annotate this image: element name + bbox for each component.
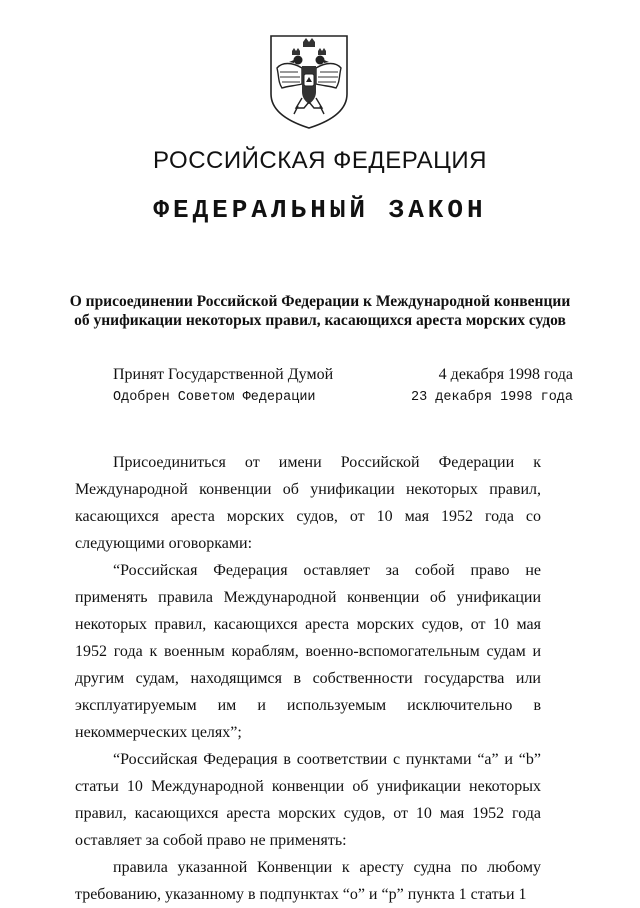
country-heading: РОССИЙСКАЯ ФЕДЕРАЦИЯ — [153, 147, 487, 174]
law-title-line-1: О присоединении Российской Федерации к Международной конвенции — [69, 293, 571, 310]
council-date: 23 декабря 1998 года — [410, 390, 573, 405]
body-paragraph-4: правила указанной Конвенции к аресту судна по любому требованию, указанному в подпунктах “о” и “р” пункта 1 статьи 1 — [75, 859, 541, 903]
body-paragraph-2: “Российская Федерация оставляет за собой право не применять правила Международной конвенции об унификации некоторых правил, касающихся ареста морских судов, от 10 мая 1952 года к военным кораблям, военно-вспомогательным судам и другим судам, находящимся в собственности государства или эксплуатируемым им и используемым исключительно в некоммерческих целях”; — [75, 562, 541, 741]
duma-label: Принят Государственной Думой — [113, 366, 334, 383]
law-type-heading: ФЕДЕРАЛЬНЫЙ ЗАКОН — [153, 195, 487, 225]
law-body — [75, 449, 541, 908]
body-paragraph-3: “Российская Федерация в соответствии с пунктами “а” и “b” статьи 10 Международной конвенции об унификации некоторых правил, касающихся ареста морских судов, от 10 мая 1952 года оставляет за собой право не применять: — [75, 751, 541, 849]
law-title-line-2: об унификации некоторых правил, касающихся ареста морских судов — [74, 312, 566, 329]
law-title — [60, 292, 580, 330]
council-label: Одобрен Советом Федерации — [113, 390, 316, 405]
body-paragraph-1: Присоединиться от имени Российской Федерации к Международной конвенции об унификации некоторых правил, касающихся ареста морских судов, от 10 мая 1952 года со следующими оговорками: — [75, 454, 541, 552]
duma-date: 4 декабря 1998 года — [438, 366, 573, 383]
double-headed-eagle-emblem-icon — [268, 32, 350, 130]
